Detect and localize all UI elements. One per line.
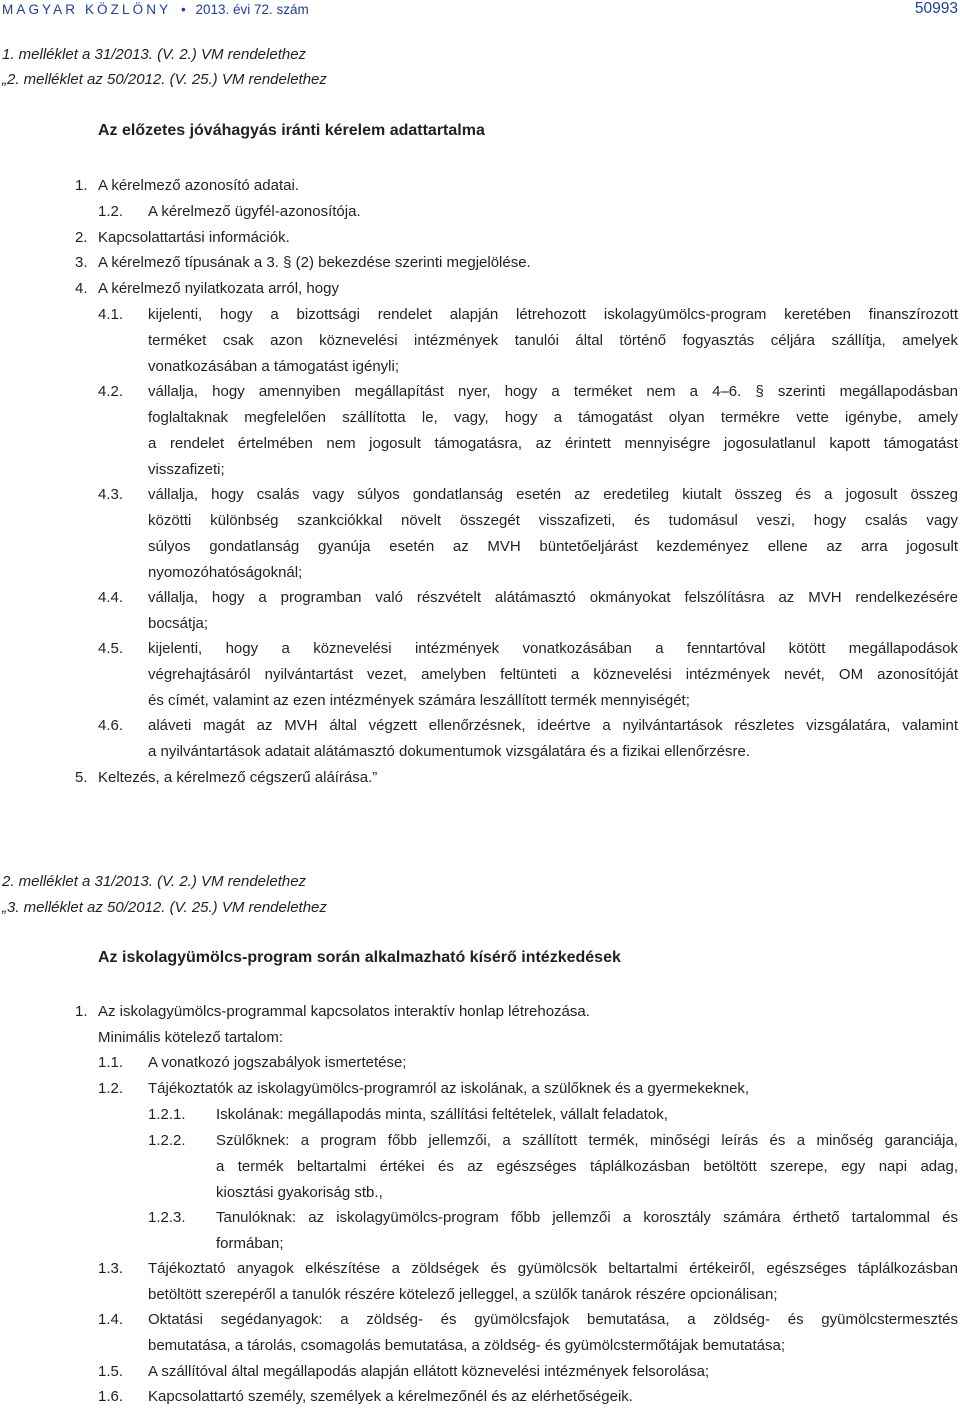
header-bullet: • — [180, 2, 186, 17]
item-number: 1. — [75, 177, 88, 194]
subitem-number: 1.6. — [98, 1388, 124, 1405]
subitem-text — [148, 585, 958, 637]
text-line: közötti különbség szankciókkal növelt összegét visszafizeti, és tudomásul veszi, hogy csalás vagy — [148, 512, 958, 529]
item-number: 4. — [75, 280, 88, 297]
page-number: 50993 — [914, 0, 958, 17]
subitem-number: 1.5. — [98, 1363, 124, 1380]
item-text: Keltezés, a kérelmező cégszerű aláírása.” — [98, 769, 378, 786]
item-number: 5. — [75, 769, 88, 786]
subitem-number: 4.1. — [98, 306, 124, 323]
subitem-number: 1.4. — [98, 1311, 124, 1328]
item-text: A kérelmező ügyfél-azonosítója. — [148, 203, 361, 220]
text-line: aláveti magát az MVH által végzett ellenőrzésnek, ideértve a nyilvántartások részletes vizsgálatára, valamint — [148, 717, 958, 734]
subitem-text — [148, 1307, 958, 1359]
subitem-text — [148, 1256, 958, 1308]
item-number: 2. — [75, 229, 88, 246]
subitem-text: A vonatkozó jogszabályok ismertetése; — [148, 1054, 407, 1071]
text-line: vonatkozásában a támogatást igényli; — [148, 358, 399, 375]
text-line: foglaltaknak megfelelően szállította le, vagy, hogy a támogatást olyan termékre vette igénybe, amely — [148, 409, 958, 426]
issue-info: 2013. évi 72. szám — [195, 2, 309, 17]
text-line: terméket csak azon köznevelési intézmények tanulói által történő fogyasztás céljára szállítja, amelyek — [148, 332, 958, 349]
text-line: Szülőknek: a program főbb jellemzői, a szállított termék, minőségi leírás és a minőség garanciája, — [216, 1132, 958, 1149]
text-line: kijelenti, hogy a köznevelési intézmények vonatkozásában a fenntartóval kötött megállapodások — [148, 640, 958, 657]
subitem-number: 1.1. — [98, 1054, 124, 1071]
annex2-title: Az iskolagyümölcs-program során alkalmazható kísérő intézkedések — [98, 949, 621, 966]
text-line: és címét, valamint az ezen intézmények számára leszállított termék mennyiségét; — [148, 692, 690, 709]
text-line: vállalja, hogy amennyiben megállapítást nyer, hogy a terméket nem a 4–6. § szerinti megállapodásban — [148, 383, 958, 400]
subitem-text — [148, 302, 958, 380]
subitem-text — [148, 636, 958, 714]
text-line: Oktatási segédanyagok: a zöldség- és gyümölcsfajok bemutatása, a zöldség- és gyümölcstermesztés — [148, 1311, 958, 1328]
text-line: vállalja, hogy csalás vagy súlyos gondatlanság esetén az eredetileg kiutalt összeg és a jogosult összeg — [148, 486, 958, 503]
item-text: Az iskolagyümölcs-programmal kapcsolatos interaktív honlap létrehozása. — [98, 1003, 590, 1020]
subsubitem-number: 1.2.3. — [148, 1209, 186, 1226]
text-line: a rendelet értelmében nem jogosult támogatásra, az érintett mennyiségre jogosulatlanul kapott támogatást — [148, 435, 958, 452]
text-line: végrehajtásáról nyilvántartást vezet, amelyben feltünteti a köznevelési intézmények nevét, OM azonosítóját — [148, 666, 958, 683]
subsubitem-number: 1.2.1. — [148, 1106, 186, 1123]
subitem-text — [148, 482, 958, 586]
text-line: Tanulóknak: az iskolagyümölcs-program főbb jellemzői a korosztály számára érthető tartalommal és — [216, 1209, 958, 1226]
text-line: kijelenti, hogy a bizottsági rendelet alapján létrehozott iskolagyümölcs-program keretében finanszírozott — [148, 306, 958, 323]
subitem-number: 4.3. — [98, 486, 124, 503]
annex1-title: Az előzetes jóváhagyás iránti kérelem adattartalma — [98, 122, 485, 139]
text-line: súlyos gondatlanság gyanúja esetén az MVH büntetőeljárást kezdeményez ellene az arra jogosult — [148, 538, 958, 555]
text-line: a termék beltartalmi értékei és az egészséges táplálkozásban betöltött szerepe, egy napi adag, — [216, 1158, 958, 1175]
text-line: bemutatása, a tárolás, csomagolás bemutatása, a zöldség- és gyümölcstermőtájak bemutatása; — [148, 1337, 785, 1354]
header-left — [2, 2, 309, 17]
subitem-text: Kapcsolattartó személy, személyek a kérelmezőnél és az elérhetőségeik. — [148, 1388, 633, 1405]
subitem-number: 4.5. — [98, 640, 124, 657]
text-line: Tájékoztató anyagok elkészítése a zöldségek és gyümölcsök beltartalmi értékeiről, egészséges táplálkozásban — [148, 1260, 958, 1277]
journal-name: MAGYAR KÖZLÖNY — [2, 2, 172, 17]
subitem-number: 1.3. — [98, 1260, 124, 1277]
item-text: A kérelmező azonosító adatai. — [98, 177, 299, 194]
item-number: 1. — [75, 1003, 88, 1020]
subitem-text: Tájékoztatók az iskolagyümölcs-programról az iskolának, a szülőknek és a gyermekeknek, — [148, 1080, 750, 1097]
subitem-number: 1.2. — [98, 1080, 124, 1097]
min-content-label: Minimális kötelező tartalom: — [98, 1029, 284, 1046]
text-line: formában; — [216, 1235, 284, 1252]
subitem-text — [148, 713, 958, 765]
annex2-ref2: „3. melléklet az 50/2012. (V. 25.) VM rendelethez — [2, 899, 327, 916]
text-line: kiosztási gyakoriság stb., — [216, 1184, 383, 1201]
item-number: 3. — [75, 254, 88, 271]
item-text: Kapcsolattartási információk. — [98, 229, 290, 246]
subsubitem-text — [216, 1128, 958, 1206]
subitem-number: 4.2. — [98, 383, 124, 400]
text-line: a nyilvántartások adatait alátámasztó dokumentumok vizsgálatára és a fizikai ellenőrzésre. — [148, 743, 750, 760]
text-line: betöltött szerepéről a tanulók részére kötelező jelleggel, a szülők tanárok részére opcionálisan; — [148, 1286, 778, 1303]
text-line: nyomozóhatóságoknál; — [148, 564, 303, 581]
subitem-number: 4.4. — [98, 589, 124, 606]
annex1-ref1: 1. melléklet a 31/2013. (V. 2.) VM rendelethez — [2, 46, 307, 63]
item-text: A kérelmező nyilatkozata arról, hogy — [98, 280, 339, 297]
subsubitem-number: 1.2.2. — [148, 1132, 186, 1149]
subitem-text — [148, 379, 958, 483]
item-text: A kérelmező típusának a 3. § (2) bekezdése szerinti megjelölése. — [98, 254, 531, 271]
item-number: 1.2. — [98, 203, 124, 220]
text-line: visszafizeti; — [148, 461, 225, 478]
subitem-text: A szállítóval által megállapodás alapján ellátott köznevelési intézmények felsorolása; — [148, 1363, 710, 1380]
annex1-ref2: „2. melléklet az 50/2012. (V. 25.) VM rendelethez — [2, 71, 327, 88]
text-line: vállalja, hogy a programban való részvételt alátámasztó okmányokat felszólításra az MVH rendelkezésére — [148, 589, 958, 606]
subsubitem-text: Iskolának: megállapodás minta, szállítási feltételek, vállalt feladatok, — [216, 1106, 668, 1123]
subsubitem-text — [216, 1205, 958, 1257]
subitem-number: 4.6. — [98, 717, 124, 734]
text-line: bocsátja; — [148, 615, 209, 632]
annex2-ref1: 2. melléklet a 31/2013. (V. 2.) VM rendelethez — [2, 873, 307, 890]
page-header — [0, 0, 960, 22]
